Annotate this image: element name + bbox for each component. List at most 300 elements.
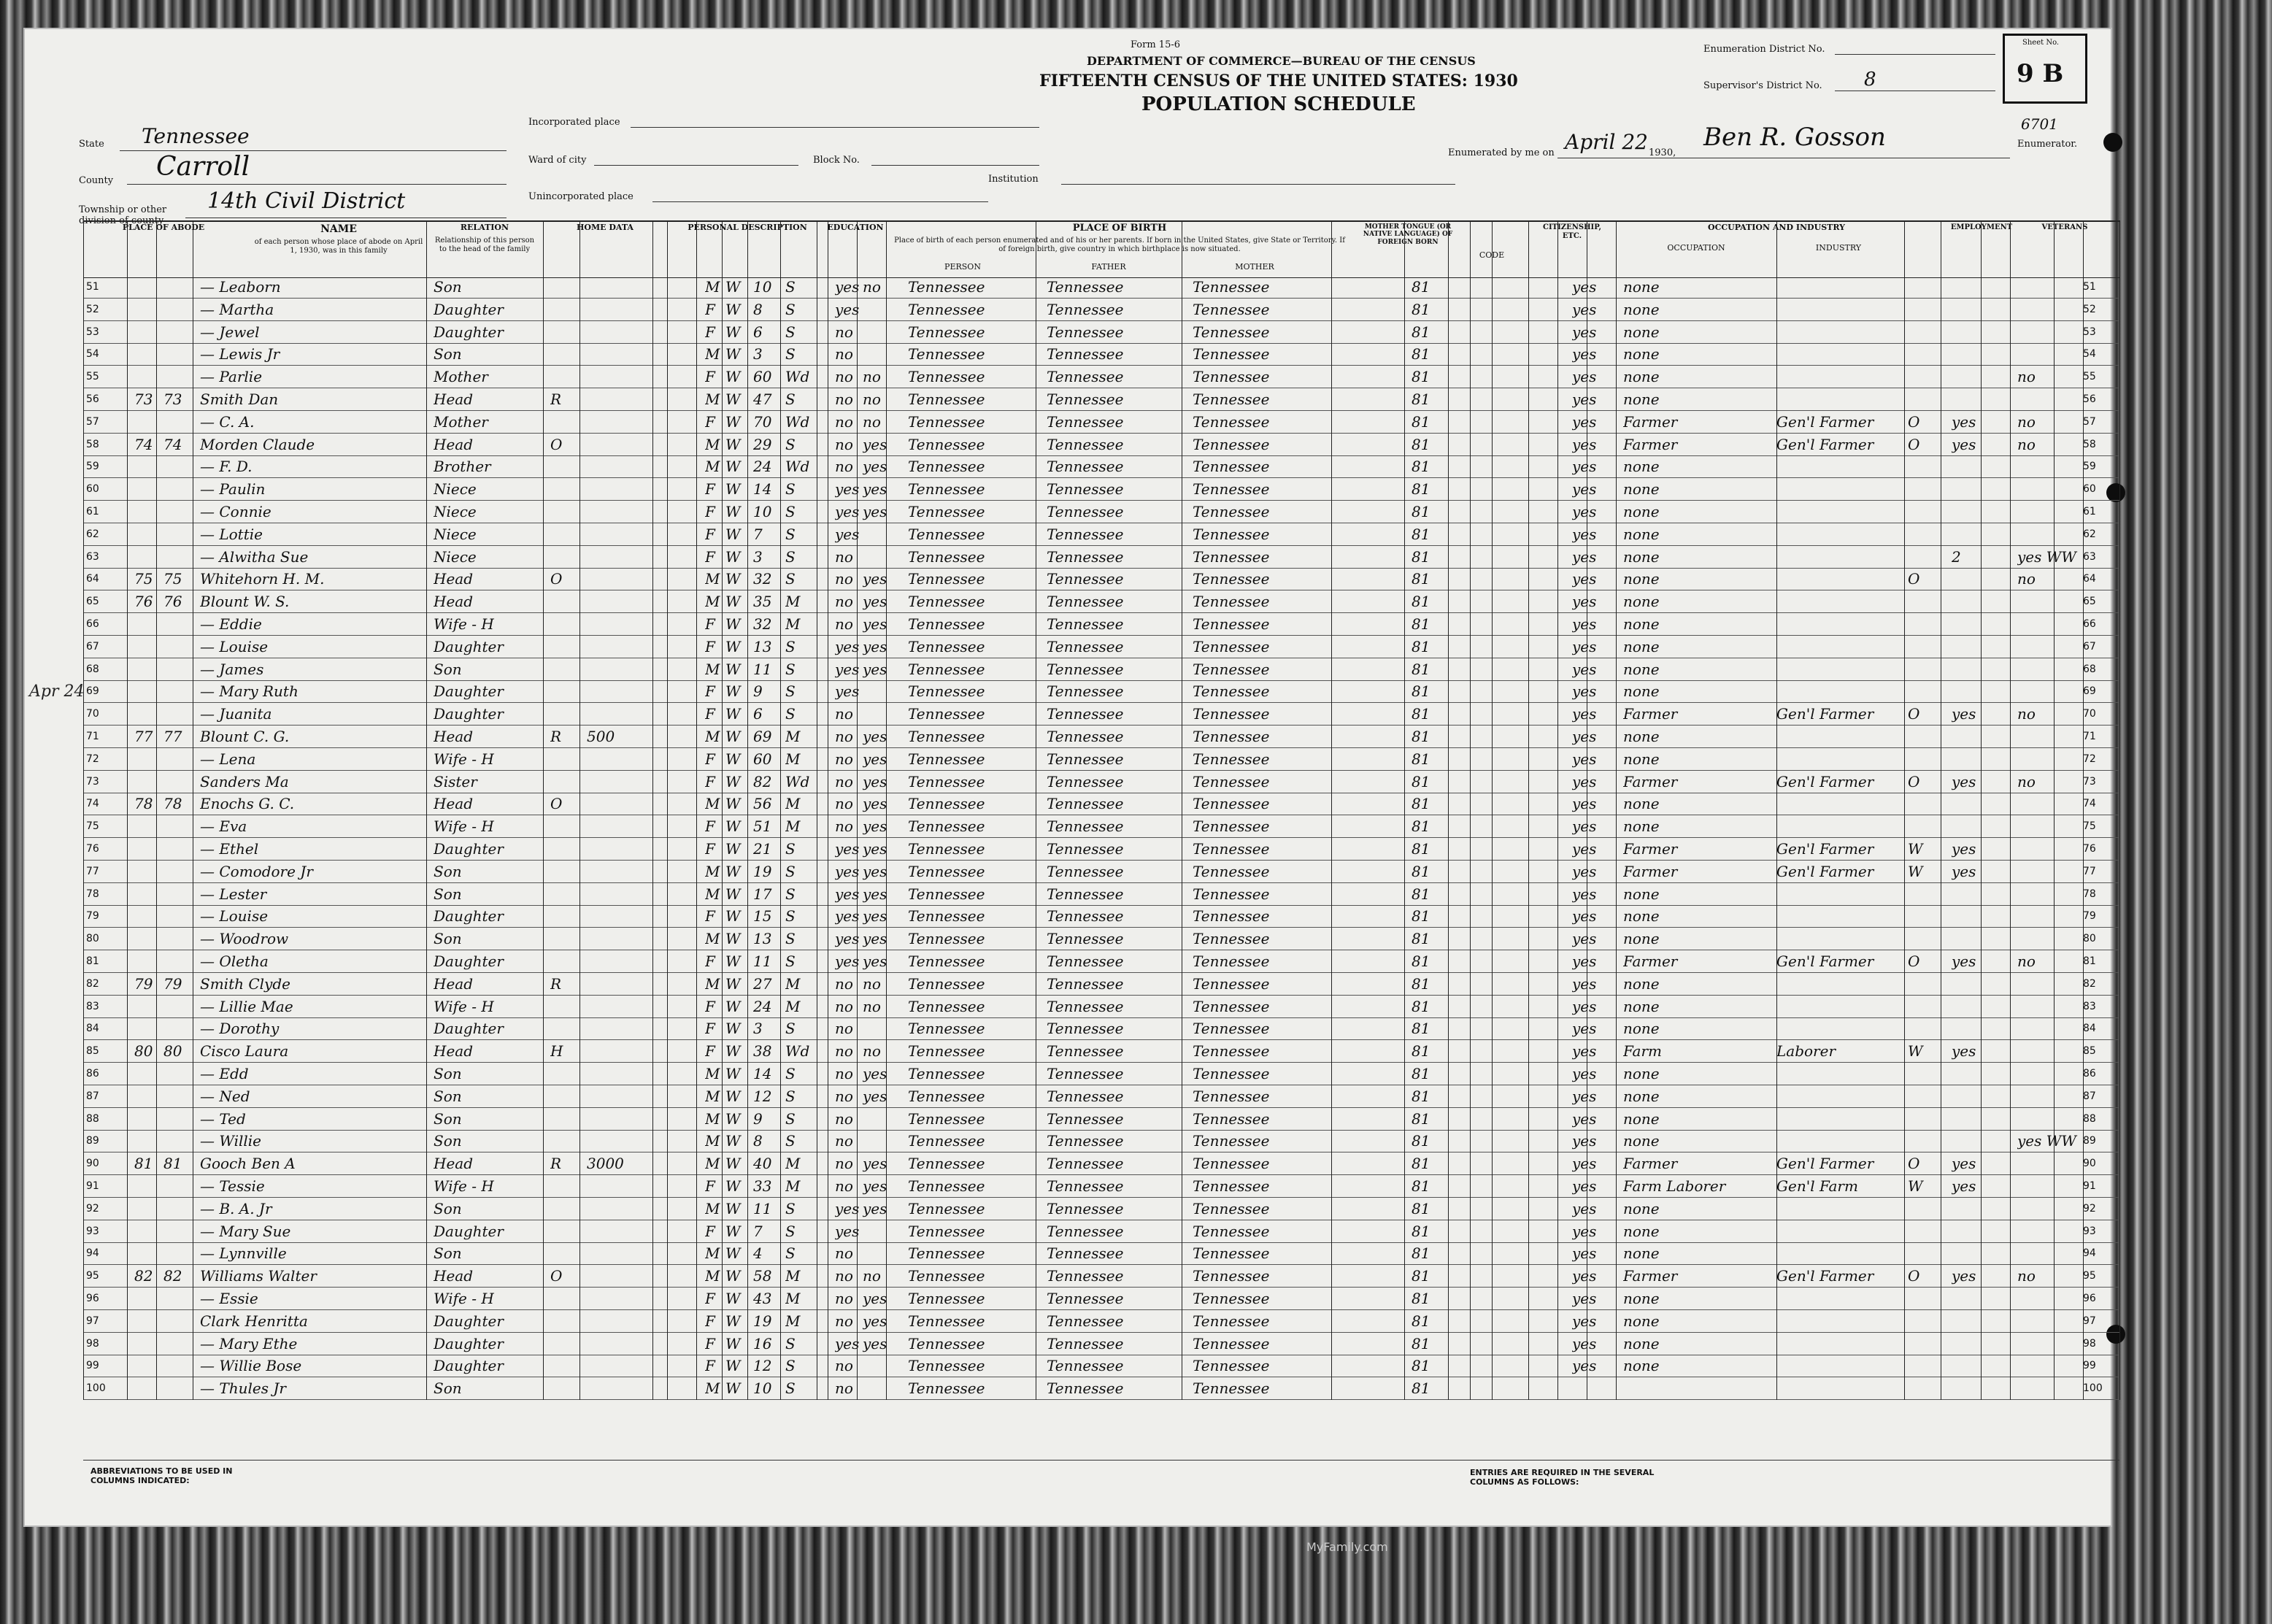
- cell-race: W: [725, 795, 741, 813]
- cell-code: 81: [1412, 525, 1430, 543]
- cell-code: 81: [1412, 1199, 1430, 1217]
- column-headers: [83, 220, 2119, 278]
- cell-rd: yes: [863, 795, 887, 813]
- cell-ms: S: [785, 547, 796, 566]
- cell-p: Tennessee: [908, 728, 985, 745]
- cell-age: 7: [753, 525, 763, 543]
- cell-occ: none: [1623, 323, 1660, 341]
- cell-age: 11: [753, 953, 772, 970]
- cell-rd: yes: [863, 458, 887, 476]
- cell-eng: yes: [1572, 930, 1597, 948]
- department-title: DEPARTMENT OF COMMERCE—BUREAU OF THE CENSUS: [1087, 54, 1476, 68]
- cell-p: Tennessee: [908, 1087, 985, 1105]
- group-birth: PLACE OF BIRTH: [1072, 223, 1167, 234]
- county-label: County: [79, 175, 114, 186]
- cell-p: Tennessee: [908, 682, 985, 701]
- cell-emp: yes: [1952, 1267, 1976, 1285]
- cell-f: Tennessee: [1047, 637, 1124, 655]
- cell-f: Tennessee: [1047, 435, 1124, 453]
- cell-eng: yes: [1572, 1222, 1597, 1240]
- cell-occ: Farmer: [1623, 705, 1678, 723]
- cell-rd: yes: [863, 840, 887, 858]
- cell-ind: Gen'l Farmer: [1776, 862, 1874, 880]
- cell-code: 81: [1412, 862, 1430, 880]
- cell-occ: Farm Laborer: [1623, 1177, 1726, 1195]
- cell-p: Tennessee: [908, 660, 985, 678]
- cell-p: Tennessee: [908, 750, 985, 768]
- cell-sex: F: [705, 1334, 715, 1352]
- cell-age: 7: [753, 1222, 763, 1240]
- cell-eng: yes: [1572, 435, 1597, 453]
- cell-sch: no: [835, 570, 853, 588]
- cell-rel: Daughter: [434, 1312, 504, 1330]
- cell-f: Tennessee: [1047, 1312, 1124, 1330]
- cell-vet: no: [2017, 435, 2036, 453]
- cell-age: 3: [753, 547, 763, 566]
- cell-p: Tennessee: [908, 503, 985, 520]
- table-row: [83, 1355, 2119, 1377]
- cell-rd: no: [863, 974, 881, 993]
- cell-name: — Mary Ruth: [200, 682, 299, 701]
- cell-n: 76: [2083, 843, 2096, 855]
- group-abode: PLACE OF ABODE: [122, 223, 205, 232]
- cell-p: Tennessee: [908, 570, 985, 588]
- cell-sex: F: [705, 480, 715, 499]
- cell-eng: yes: [1572, 1312, 1597, 1330]
- group-occupation: OCCUPATION AND INDUSTRY: [1708, 223, 1845, 232]
- cell-race: W: [725, 817, 741, 836]
- cell-race: W: [725, 1199, 741, 1217]
- cell-rel: Head: [434, 1042, 474, 1061]
- cell-eng: yes: [1572, 1020, 1597, 1038]
- col-code: CODE: [1479, 251, 1505, 260]
- cell-ms: S: [785, 1020, 796, 1038]
- cell-eng: yes: [1572, 1267, 1597, 1285]
- cell-code: 81: [1412, 637, 1430, 655]
- cell-eng: yes: [1572, 570, 1597, 588]
- cell-eng: yes: [1572, 974, 1597, 993]
- ward-label: Ward of city: [528, 155, 587, 166]
- cell-name: — Juanita: [200, 705, 272, 723]
- cell-rel: Son: [434, 1379, 462, 1398]
- cell-f: Tennessee: [1047, 817, 1124, 836]
- cell-eng: yes: [1572, 817, 1597, 836]
- line-number: 83: [86, 1000, 99, 1012]
- cell-race: W: [725, 728, 741, 745]
- cell-n: 75: [2083, 820, 2096, 833]
- line-number: 90: [86, 1158, 99, 1170]
- cell-p: Tennessee: [908, 930, 985, 948]
- cell-vet: yes WW: [2017, 1132, 2076, 1150]
- cell-ms: M: [785, 593, 801, 611]
- cell-age: 8: [753, 300, 763, 318]
- cell-code: 81: [1412, 1109, 1430, 1128]
- cell-name: — Tessie: [200, 1177, 265, 1195]
- cell-age: 13: [753, 930, 772, 948]
- cell-p: Tennessee: [908, 323, 985, 341]
- cell-f: Tennessee: [1047, 1334, 1124, 1352]
- cell-rel: Niece: [434, 503, 477, 520]
- cell-occ: Farmer: [1623, 840, 1678, 858]
- cell-n: 71: [2083, 731, 2096, 742]
- cell-emp: yes: [1952, 1042, 1976, 1061]
- cell-occ: none: [1623, 1065, 1660, 1082]
- cell-rd: no: [863, 1042, 881, 1061]
- cell-f: Tennessee: [1047, 615, 1124, 633]
- cell-vet: no: [2017, 570, 2036, 588]
- cell-sex: M: [705, 728, 720, 745]
- cell-ms: S: [785, 570, 796, 588]
- cell-ms: S: [785, 953, 796, 970]
- cell-n: 69: [2083, 685, 2096, 698]
- cell-sch: yes: [835, 660, 860, 678]
- cell-p: Tennessee: [908, 1199, 985, 1217]
- cell-race: W: [725, 1244, 741, 1263]
- cell-eng: yes: [1572, 593, 1597, 611]
- cell-eng: yes: [1572, 615, 1597, 633]
- cell-code: 81: [1412, 503, 1430, 520]
- cell-sch: yes: [835, 278, 860, 296]
- cell-ind: Gen'l Farmer: [1776, 840, 1874, 858]
- cell-sch: no: [835, 1132, 853, 1150]
- cell-sch: no: [835, 1042, 853, 1061]
- cell-n: 93: [2083, 1225, 2096, 1237]
- cell-rd: yes: [863, 435, 887, 453]
- table-row: [83, 1333, 2119, 1355]
- cell-rd: yes: [863, 1199, 887, 1217]
- cell-p: Tennessee: [908, 1312, 985, 1330]
- cell-dw: 80: [134, 1042, 153, 1061]
- cell-occ: Farmer: [1623, 1267, 1678, 1285]
- column-rule: [696, 220, 697, 1400]
- cell-sex: F: [705, 637, 715, 655]
- table-row: [83, 321, 2119, 344]
- cell-rd: yes: [863, 1065, 887, 1082]
- cell-p: Tennessee: [908, 390, 985, 408]
- column-rule: [579, 220, 580, 1400]
- cell-f: Tennessee: [1047, 525, 1124, 543]
- form-number: Form 15-6: [1131, 39, 1181, 50]
- cell-sch: no: [835, 615, 853, 633]
- line-number: 70: [86, 708, 99, 720]
- cell-name: — Thules Jr: [200, 1379, 286, 1398]
- cell-race: W: [725, 885, 741, 903]
- cell-age: 51: [753, 817, 772, 836]
- cell-age: 60: [753, 368, 772, 386]
- cell-n: 53: [2083, 326, 2096, 338]
- cell-sex: F: [705, 750, 715, 768]
- cell-eng: yes: [1572, 862, 1597, 880]
- cell-name: — Alwitha Sue: [200, 547, 309, 566]
- line-number: 68: [86, 663, 99, 675]
- cell-n: 56: [2083, 393, 2096, 405]
- cell-ms: M: [785, 1155, 801, 1173]
- cell-name: — Dorothy: [200, 1020, 280, 1038]
- table-row: [83, 590, 2119, 613]
- cell-vet: no: [2017, 953, 2036, 970]
- cell-code: 81: [1412, 345, 1430, 363]
- table-row: [83, 366, 2119, 388]
- cell-f: Tennessee: [1047, 345, 1124, 363]
- cell-f: Tennessee: [1047, 750, 1124, 768]
- cell-fam: 76: [163, 593, 182, 611]
- cell-f: Tennessee: [1047, 278, 1124, 296]
- cell-eng: yes: [1572, 1065, 1597, 1082]
- cell-ms: S: [785, 1334, 796, 1352]
- cell-f: Tennessee: [1047, 1222, 1124, 1240]
- cell-sch: yes: [835, 1199, 860, 1217]
- cell-rd: yes: [863, 728, 887, 745]
- cell-sch: yes: [835, 953, 860, 970]
- cell-ms: S: [785, 637, 796, 655]
- cell-rd: no: [863, 368, 881, 386]
- supervisor-label: Supervisor's District No.: [1703, 80, 1822, 91]
- cell-rel: Daughter: [434, 682, 504, 701]
- cell-rel: Sister: [434, 772, 477, 790]
- cell-rd: yes: [863, 637, 887, 655]
- line-number: 87: [86, 1090, 99, 1102]
- cell-p: Tennessee: [908, 300, 985, 318]
- line-number: 75: [86, 820, 99, 833]
- cell-ms: M: [785, 817, 801, 836]
- cell-m: Tennessee: [1193, 705, 1270, 723]
- cell-cls: O: [1908, 705, 1920, 723]
- cell-dw: 74: [134, 435, 153, 453]
- cell-sch: no: [835, 974, 853, 993]
- cell-rd: yes: [863, 907, 887, 925]
- cell-sch: yes: [835, 907, 860, 925]
- cell-age: 69: [753, 728, 772, 745]
- enumerator-label: Enumerator.: [2017, 139, 2078, 150]
- cell-code: 81: [1412, 300, 1430, 318]
- cell-sex: F: [705, 907, 715, 925]
- cell-m: Tennessee: [1193, 728, 1270, 745]
- cell-sch: no: [835, 547, 853, 566]
- cell-sex: F: [705, 547, 715, 566]
- cell-name: — Parlie: [200, 368, 263, 386]
- cell-rel: Mother: [434, 412, 488, 431]
- cell-occ: none: [1623, 300, 1660, 318]
- cell-occ: none: [1623, 1199, 1660, 1217]
- cell-rd: no: [863, 997, 881, 1015]
- cell-occ: none: [1623, 525, 1660, 543]
- cell-eng: yes: [1572, 885, 1597, 903]
- cell-name: — Jewel: [200, 323, 260, 341]
- cell-n: 73: [2083, 775, 2096, 788]
- cell-sch: no: [835, 817, 853, 836]
- column-rule: [2054, 220, 2055, 1400]
- cell-name: Cisco Laura: [200, 1042, 289, 1061]
- cell-m: Tennessee: [1193, 1290, 1270, 1307]
- line-number: 66: [86, 618, 99, 630]
- cell-ms: M: [785, 795, 801, 813]
- cell-age: 11: [753, 660, 772, 678]
- cell-m: Tennessee: [1193, 345, 1270, 363]
- cell-p: Tennessee: [908, 862, 985, 880]
- cell-f: Tennessee: [1047, 907, 1124, 925]
- table-row: [83, 793, 2119, 815]
- cell-name: — Lottie: [200, 525, 263, 543]
- column-rule: [780, 220, 781, 1400]
- cell-code: 81: [1412, 1132, 1430, 1150]
- cell-m: Tennessee: [1193, 750, 1270, 768]
- cell-f: Tennessee: [1047, 458, 1124, 476]
- cell-ms: S: [785, 345, 796, 363]
- cell-rel: Son: [434, 1199, 462, 1217]
- cell-code: 81: [1412, 570, 1430, 588]
- cell-sch: no: [835, 1087, 853, 1105]
- cell-name: Sanders Ma: [200, 772, 289, 790]
- cell-age: 29: [753, 435, 772, 453]
- cell-occ: none: [1623, 1109, 1660, 1128]
- cell-occ: none: [1623, 907, 1660, 925]
- cell-code: 81: [1412, 593, 1430, 611]
- cell-p: Tennessee: [908, 997, 985, 1015]
- name-desc: of each person whose place of abode on April 1, 1930, was in this family: [254, 238, 423, 255]
- cell-cls: W: [1908, 1042, 1923, 1061]
- cell-occ: none: [1623, 1244, 1660, 1263]
- cell-rd: yes: [863, 570, 887, 588]
- cell-n: 99: [2083, 1360, 2096, 1372]
- cell-sex: F: [705, 1042, 715, 1061]
- table-row: [83, 1017, 2119, 1040]
- cell-ms: M: [785, 1290, 801, 1307]
- col-mother: MOTHER: [1235, 263, 1274, 272]
- cell-rel: Head: [434, 1267, 474, 1285]
- group-relation: RELATION: [460, 223, 509, 232]
- sheet-box: [2003, 34, 2087, 104]
- cell-eng: yes: [1572, 1290, 1597, 1307]
- cell-rd: yes: [863, 930, 887, 948]
- cell-race: W: [725, 1334, 741, 1352]
- col-person: PERSON: [944, 263, 981, 272]
- sheet-value: 9 B: [2017, 59, 2064, 88]
- incorporated-label: Incorporated place: [528, 117, 620, 128]
- cell-fam: 79: [163, 974, 182, 993]
- cell-occ: none: [1623, 930, 1660, 948]
- cell-code: 81: [1412, 480, 1430, 499]
- cell-age: 70: [753, 412, 772, 431]
- cell-sex: F: [705, 997, 715, 1015]
- binder-hole: [2103, 133, 2122, 152]
- cell-race: W: [725, 435, 741, 453]
- cell-code: 81: [1412, 1334, 1430, 1352]
- cell-age: 16: [753, 1334, 772, 1352]
- cell-race: W: [725, 750, 741, 768]
- cell-age: 9: [753, 1109, 763, 1128]
- cell-occ: none: [1623, 974, 1660, 993]
- cell-n: 62: [2083, 528, 2096, 540]
- cell-sex: M: [705, 345, 720, 363]
- cell-ms: Wd: [785, 1042, 810, 1061]
- cell-occ: none: [1623, 480, 1660, 499]
- cell-sch: no: [835, 1065, 853, 1082]
- cell-name: Morden Claude: [200, 435, 315, 453]
- cell-rel: Head: [434, 728, 474, 745]
- cell-own: O: [550, 435, 563, 453]
- group-mother-tongue: MOTHER TONGUE (OR NATIVE LANGUAGE) OF FOREIGN BORN: [1363, 223, 1453, 246]
- cell-m: Tennessee: [1193, 997, 1270, 1015]
- cell-m: Tennessee: [1193, 1312, 1270, 1330]
- line-number: 78: [86, 888, 99, 900]
- cell-race: W: [725, 862, 741, 880]
- cell-age: 33: [753, 1177, 772, 1195]
- cell-rel: Daughter: [434, 300, 504, 318]
- cell-eng: yes: [1572, 907, 1597, 925]
- cell-own: R: [550, 1155, 562, 1173]
- cell-m: Tennessee: [1193, 840, 1270, 858]
- cell-ms: S: [785, 1222, 796, 1240]
- enumerated-date: April 22: [1565, 130, 1648, 154]
- cell-eng: yes: [1572, 1042, 1597, 1061]
- line-number: 57: [86, 415, 99, 428]
- cell-p: Tennessee: [908, 458, 985, 476]
- group-citizenship: CITIZENSHIP, ETC.: [1543, 223, 1601, 240]
- cell-m: Tennessee: [1193, 570, 1270, 588]
- cell-sex: M: [705, 278, 720, 296]
- cell-race: W: [725, 525, 741, 543]
- cell-occ: Farm: [1623, 1042, 1662, 1061]
- cell-name: Clark Henritta: [200, 1312, 308, 1330]
- cell-ind: Gen'l Farmer: [1776, 1267, 1874, 1285]
- cell-p: Tennessee: [908, 953, 985, 970]
- cell-name: — Martha: [200, 300, 274, 318]
- cell-m: Tennessee: [1193, 547, 1270, 566]
- cell-ms: S: [785, 705, 796, 723]
- cell-sex: F: [705, 682, 715, 701]
- cell-n: 78: [2083, 888, 2096, 900]
- column-rule: [1776, 220, 1777, 1400]
- cell-f: Tennessee: [1047, 795, 1124, 813]
- cell-cls: W: [1908, 840, 1923, 858]
- table-row: [83, 636, 2119, 658]
- cell-rd: yes: [863, 1312, 887, 1330]
- cell-eng: yes: [1572, 1244, 1597, 1263]
- column-rule: [886, 220, 887, 1400]
- cell-sch: yes: [835, 862, 860, 880]
- census-sheet: [25, 29, 2111, 1525]
- cell-code: 81: [1412, 1155, 1430, 1173]
- cell-sch: no: [835, 458, 853, 476]
- cell-ind: Gen'l Farmer: [1776, 772, 1874, 790]
- cell-val: 500: [587, 728, 615, 745]
- cell-sch: yes: [835, 525, 860, 543]
- cell-sch: no: [835, 1177, 853, 1195]
- cell-m: Tennessee: [1193, 1334, 1270, 1352]
- cell-occ: Farmer: [1623, 412, 1678, 431]
- table-row: [83, 478, 2119, 501]
- cell-rd: no: [863, 412, 881, 431]
- cell-code: 81: [1412, 1020, 1430, 1038]
- cell-occ: none: [1623, 1334, 1660, 1352]
- table-row: [83, 546, 2119, 569]
- cell-code: 81: [1412, 390, 1430, 408]
- cell-name: — Edd: [200, 1065, 249, 1082]
- cell-rd: yes: [863, 772, 887, 790]
- line-number: 65: [86, 596, 99, 608]
- cell-race: W: [725, 997, 741, 1015]
- cell-rel: Wife - H: [434, 1177, 494, 1195]
- cell-age: 13: [753, 637, 772, 655]
- column-rule: [1404, 220, 1405, 1400]
- cell-race: W: [725, 458, 741, 476]
- cell-rel: Wife - H: [434, 615, 494, 633]
- cell-sch: no: [835, 1267, 853, 1285]
- cell-occ: none: [1623, 458, 1660, 476]
- cell-n: 59: [2083, 461, 2096, 473]
- cell-dw: 82: [134, 1267, 153, 1285]
- cell-p: Tennessee: [908, 1334, 985, 1352]
